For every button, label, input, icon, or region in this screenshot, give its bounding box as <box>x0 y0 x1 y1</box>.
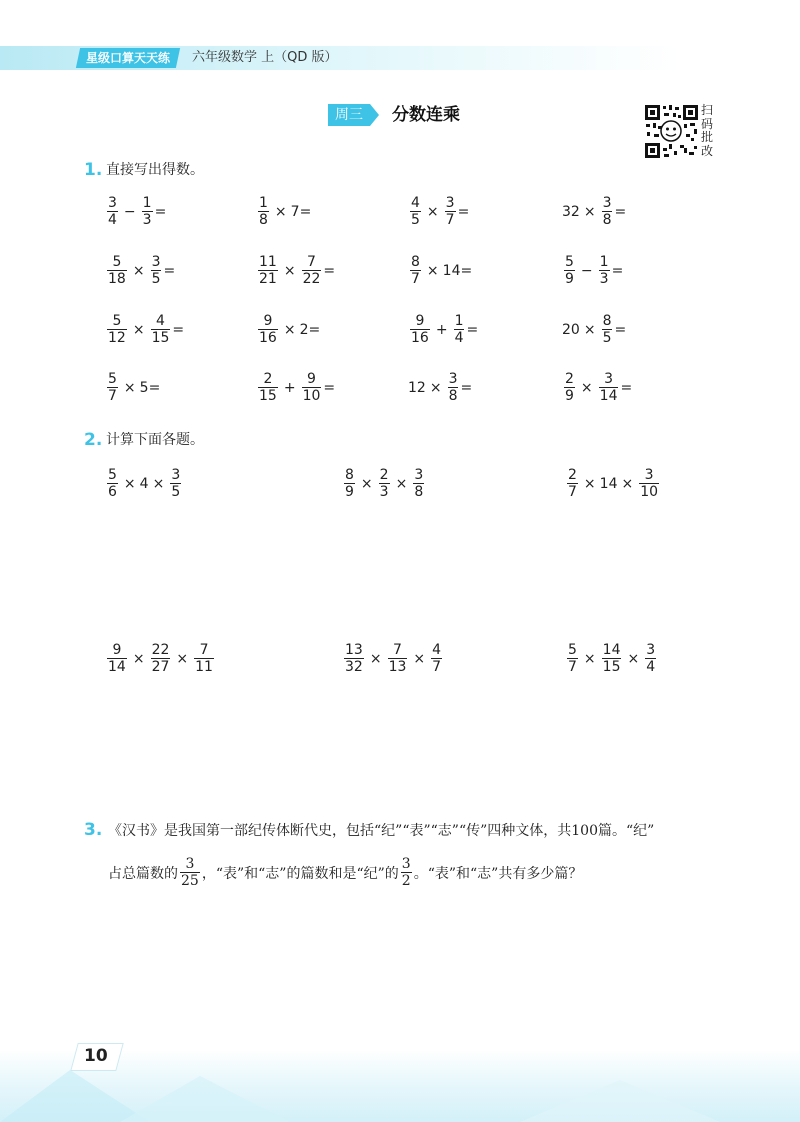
operator: × <box>583 475 596 492</box>
denominator: 7 <box>568 484 577 500</box>
fraction <box>564 371 575 404</box>
section-1-label: 直接写出得数。 <box>106 162 204 178</box>
numerator: 2 <box>263 371 273 387</box>
denominator: 27 <box>151 659 170 675</box>
denominator: 3 <box>379 484 389 500</box>
denominator: 32 <box>345 659 363 675</box>
fraction <box>258 254 278 287</box>
math-expression <box>105 467 183 500</box>
operator: × <box>580 379 593 396</box>
math-expression <box>342 642 444 675</box>
numerator: 8 <box>345 467 354 483</box>
math-expression <box>562 195 626 228</box>
fraction <box>151 254 162 287</box>
operator: × <box>283 321 296 338</box>
fraction <box>107 642 127 675</box>
word-problem-text-a: 占总篇数的 <box>108 865 178 882</box>
operator: × <box>176 650 189 667</box>
series-tab <box>76 48 180 68</box>
number: 14= <box>442 262 473 279</box>
number: = <box>460 379 473 396</box>
denominator: 10 <box>640 484 659 500</box>
fraction <box>564 254 575 287</box>
number: = <box>466 321 479 338</box>
numerator: 2 <box>379 467 389 483</box>
numerator: 8 <box>411 254 420 270</box>
numerator: 1 <box>454 313 464 329</box>
denominator: 8 <box>259 212 268 228</box>
numerator: 7 <box>307 254 316 270</box>
operator: × <box>426 262 439 279</box>
denominator: 14 <box>599 388 618 404</box>
number: = <box>163 262 176 279</box>
fraction <box>151 313 171 346</box>
numerator: 4 <box>411 195 420 211</box>
word-problem-line-1: 《汉书》是我国第一部纪传体断代史，包括“纪”“表”“志”“传”四种文体，共100篇。“纪” <box>108 823 655 839</box>
fraction <box>445 195 456 228</box>
numerator: 3 <box>644 467 654 483</box>
fraction <box>401 856 412 889</box>
math-expression <box>408 313 478 346</box>
numerator: 9 <box>112 642 122 658</box>
denominator: 6 <box>108 484 117 500</box>
number: = <box>323 379 336 396</box>
fraction <box>410 254 421 287</box>
operator: × <box>274 203 287 220</box>
fraction <box>567 467 578 500</box>
numerator: 8 <box>602 313 612 329</box>
numerator: 3 <box>604 371 614 387</box>
denominator: 5 <box>602 330 612 346</box>
denominator: 18 <box>108 271 126 287</box>
numerator: 1 <box>259 195 268 211</box>
fraction <box>599 254 610 287</box>
word-problem-text-b: ，“表”和“志”的篇数和是“纪”的 <box>201 865 399 882</box>
denominator: 16 <box>411 330 429 346</box>
numerator: 3 <box>448 371 458 387</box>
section-2-number: 2. <box>84 430 103 450</box>
math-expression <box>562 371 632 404</box>
math-expression <box>105 254 175 287</box>
fraction <box>107 195 118 228</box>
operator: − <box>580 262 593 279</box>
weekday-badge: 周三 <box>328 104 370 126</box>
numerator: 7 <box>393 642 402 658</box>
fraction <box>410 195 421 228</box>
operator: × <box>132 262 145 279</box>
denominator: 8 <box>448 388 458 404</box>
fraction <box>448 371 459 404</box>
denominator: 7 <box>568 659 577 675</box>
fraction <box>379 467 390 500</box>
denominator: 7 <box>445 212 455 228</box>
numerator: 3 <box>401 856 411 872</box>
number: 32 <box>562 203 580 220</box>
number: = <box>457 203 470 220</box>
fraction <box>344 642 364 675</box>
number: = <box>172 321 185 338</box>
numerator: 5 <box>565 254 574 270</box>
fraction <box>602 195 613 228</box>
denominator: 7 <box>108 388 117 404</box>
word-problem-text-c: 。“表”和“志”共有多少篇？ <box>413 865 583 882</box>
math-expression <box>562 254 623 287</box>
fraction <box>151 642 171 675</box>
denominator: 25 <box>181 873 199 889</box>
numerator: 9 <box>307 371 316 387</box>
denominator: 22 <box>302 271 321 287</box>
operator: × <box>132 650 145 667</box>
fraction <box>194 642 214 675</box>
fraction <box>302 371 322 404</box>
operator: × <box>413 650 426 667</box>
number: = <box>614 203 627 220</box>
numerator: 5 <box>112 313 122 329</box>
fraction <box>410 313 430 346</box>
operator: × <box>621 475 634 492</box>
denominator: 21 <box>259 271 277 287</box>
numerator: 9 <box>263 313 273 329</box>
fraction <box>258 371 278 404</box>
fraction <box>599 371 619 404</box>
number: = <box>614 321 627 338</box>
badge-arrow-icon <box>370 104 379 126</box>
denominator: 9 <box>565 388 574 404</box>
operator: × <box>132 321 145 338</box>
math-expression <box>105 195 166 228</box>
page-number: 10 <box>84 1046 108 1066</box>
section-3-number: 3. <box>84 820 103 840</box>
math-expression <box>565 467 661 500</box>
math-expression <box>256 254 335 287</box>
section-2-label: 计算下面各题。 <box>106 432 204 448</box>
denominator: 3 <box>599 271 609 287</box>
denominator: 3 <box>142 212 152 228</box>
operator: × <box>283 262 296 279</box>
numerator: 5 <box>112 254 122 270</box>
numerator: 11 <box>259 254 277 270</box>
denominator: 14 <box>108 659 126 675</box>
denominator: 4 <box>108 212 117 228</box>
fraction <box>258 313 278 346</box>
math-expression <box>105 642 216 675</box>
numerator: 22 <box>151 642 170 658</box>
denominator: 5 <box>171 484 181 500</box>
numerator: 14 <box>602 642 621 658</box>
numerator: 3 <box>414 467 424 483</box>
denominator: 10 <box>302 388 321 404</box>
operator: − <box>123 203 136 220</box>
math-expression <box>105 313 184 346</box>
number: = <box>154 203 167 220</box>
fraction <box>602 313 613 346</box>
lesson-title: 分数连乘 <box>392 105 460 125</box>
numerator: 3 <box>108 195 117 211</box>
operator: × <box>360 475 373 492</box>
number: = <box>620 379 633 396</box>
math-expression <box>408 371 472 404</box>
denominator: 4 <box>454 330 464 346</box>
math-expression <box>105 371 160 404</box>
numerator: 5 <box>108 467 117 483</box>
operator: × <box>627 650 640 667</box>
denominator: 7 <box>432 659 442 675</box>
denominator: 2 <box>401 873 411 889</box>
denominator: 8 <box>602 212 612 228</box>
denominator: 15 <box>151 330 170 346</box>
denominator: 8 <box>414 484 424 500</box>
numerator: 3 <box>185 856 195 872</box>
fraction <box>639 467 659 500</box>
series-title: 星级口算天天练 <box>86 51 171 65</box>
number: 5= <box>139 379 161 396</box>
operator: × <box>369 650 382 667</box>
denominator: 5 <box>151 271 161 287</box>
numerator: 2 <box>568 467 577 483</box>
numerator: 1 <box>599 254 609 270</box>
fraction <box>180 856 200 889</box>
math-expression <box>256 313 320 346</box>
operator: × <box>583 650 596 667</box>
math-expression <box>408 254 472 287</box>
number: = <box>611 262 624 279</box>
denominator: 5 <box>411 212 420 228</box>
fraction <box>142 195 153 228</box>
fraction <box>431 642 442 675</box>
fraction <box>107 313 127 346</box>
denominator: 9 <box>565 271 574 287</box>
denominator: 7 <box>411 271 420 287</box>
fraction <box>344 467 355 500</box>
operator: × <box>429 379 442 396</box>
number: 4 <box>139 475 149 492</box>
numerator: 3 <box>445 195 455 211</box>
fraction <box>602 642 622 675</box>
word-problem-line-2 <box>108 856 582 889</box>
subject-title: 六年级数学 上（QD 版） <box>192 50 338 65</box>
scan-to-grade-label: 扫码批改 <box>701 103 714 158</box>
numerator: 7 <box>199 642 209 658</box>
math-expression <box>562 313 626 346</box>
fraction <box>413 467 424 500</box>
numerator: 3 <box>171 467 181 483</box>
operator: × <box>426 203 439 220</box>
numerator: 13 <box>345 642 363 658</box>
fraction <box>107 254 127 287</box>
number: 7= <box>290 203 312 220</box>
operator: × <box>123 475 136 492</box>
math-expression <box>256 195 311 228</box>
operator: × <box>395 475 408 492</box>
number: 20 <box>562 321 580 338</box>
denominator: 13 <box>388 659 407 675</box>
number: 12 <box>408 379 426 396</box>
fraction <box>302 254 322 287</box>
operator: × <box>583 321 596 338</box>
math-expression <box>565 642 658 675</box>
denominator: 9 <box>345 484 354 500</box>
math-expression <box>342 467 426 500</box>
numerator: 4 <box>156 313 165 329</box>
number: = <box>323 262 336 279</box>
operator: × <box>583 203 596 220</box>
denominator: 4 <box>646 659 656 675</box>
denominator: 16 <box>259 330 277 346</box>
fraction <box>388 642 408 675</box>
operator: × <box>123 379 136 396</box>
fraction <box>454 313 465 346</box>
math-expression <box>256 371 335 404</box>
denominator: 11 <box>195 659 213 675</box>
numerator: 9 <box>415 313 425 329</box>
fraction <box>258 195 269 228</box>
section-1-number: 1. <box>84 160 103 180</box>
numerator: 5 <box>568 642 577 658</box>
fraction <box>170 467 181 500</box>
numerator: 3 <box>646 642 656 658</box>
numerator: 3 <box>602 195 612 211</box>
number: 2= <box>299 321 321 338</box>
qr-code-icon[interactable] <box>644 104 699 159</box>
denominator: 15 <box>602 659 621 675</box>
fraction <box>107 467 118 500</box>
fraction <box>645 642 656 675</box>
number: 14 <box>599 475 618 492</box>
numerator: 5 <box>108 371 117 387</box>
numerator: 1 <box>142 195 152 211</box>
fraction <box>567 642 578 675</box>
numerator: 3 <box>151 254 161 270</box>
denominator: 12 <box>108 330 126 346</box>
operator: + <box>435 321 448 338</box>
denominator: 15 <box>259 388 277 404</box>
fraction <box>107 371 118 404</box>
operator: + <box>283 379 296 396</box>
operator: × <box>152 475 165 492</box>
numerator: 4 <box>432 642 442 658</box>
numerator: 2 <box>565 371 574 387</box>
math-expression <box>408 195 469 228</box>
